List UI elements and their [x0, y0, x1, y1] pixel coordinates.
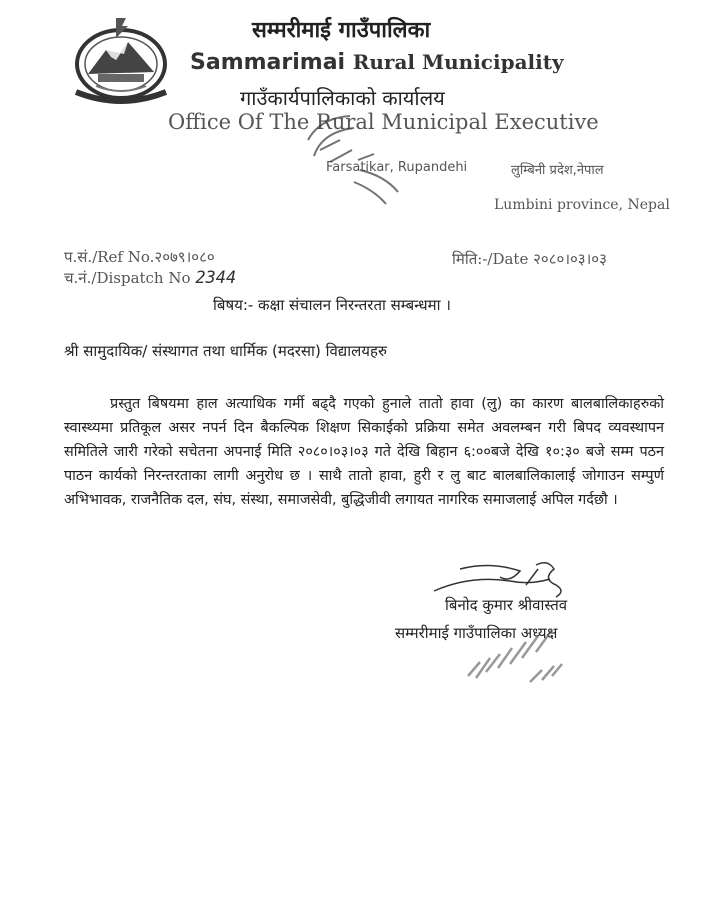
office-stamp — [300, 110, 420, 210]
municipality-name-suffix: Rural Municipality — [352, 50, 564, 74]
nepal-emblem-logo — [66, 12, 176, 112]
ref-value: २०७९।०८० — [154, 248, 215, 266]
chairperson-stamp — [460, 618, 610, 688]
municipality-name-nepali: सम्मरीमाई गाउँपालिका — [252, 18, 431, 43]
office-name-english: Office Of The Rural Municipal Executive — [168, 110, 599, 134]
office-name-nepali: गाउँकार्यपालिकाको कार्यालय — [240, 86, 445, 110]
signatory-name: बिनोद कुमार श्रीवास्तव — [445, 596, 568, 614]
municipality-name-bold: Sammarimai — [190, 50, 346, 75]
letter-date — [452, 249, 607, 269]
reference-number — [64, 247, 215, 267]
ref-label: प.सं./Ref No. — [64, 248, 155, 266]
letter-salutation: श्री सामुदायिक/ संस्थागत तथा धार्मिक (मदरसा) विद्यालयहरु — [64, 342, 387, 360]
address-province-english: Lumbini province, Nepal — [494, 197, 670, 213]
dispatch-value: 2344 — [195, 268, 237, 288]
date-label: मिति:-/Date — [452, 250, 529, 268]
signatory-title: सम्मरीमाई गाउँपालिका अध्यक्ष — [395, 624, 558, 642]
letter-subject: बिषय:- कक्षा संचालन निरन्तरता सम्बन्धमा । — [213, 296, 451, 314]
letter-body: प्रस्तुत बिषयमा हाल अत्याधिक गर्मी बढ्दै गएको हुनाले तातो हावा (लु) का कारण बालबालिकाहरुको स्वास्थ्यमा प्रतिकूल असर नपर्न दिन बैकल्पिक शिक्षण सिकाईको प्रक्रिया समेत अवलम्बन गरी बिपद व्यवस्थापन समितिले जारी गरेको सचेतना अपनाई मिति २०८०।०३।०३ गते देखि बिहान ६:००बजे देखि १०:३० बजे सम्म पठन पाठन कार्यको निरन्तरताका लागी अनुरोध छ । साथै तातो हावा, हुरी र लु बाट बालबालिकालाई जोगाउन सम्पुर्ण अभिभावक, राजनैतिक दल, संघ, संस्था, समाजसेवी, बुद्धिजीवी लगायत नागरिक समाजलाई अपिल गर्दछौ । — [64, 396, 664, 508]
dispatch-number — [64, 268, 236, 288]
date-value: २०८०।०३।०३ — [533, 250, 607, 268]
address-left: Farsatikar, Rupandehi — [326, 160, 468, 175]
dispatch-label: च.नं./Dispatch No — [64, 269, 191, 287]
address-province-nepali: लुम्बिनी प्रदेश,नेपाल — [511, 163, 604, 178]
municipality-name-english — [190, 50, 564, 75]
